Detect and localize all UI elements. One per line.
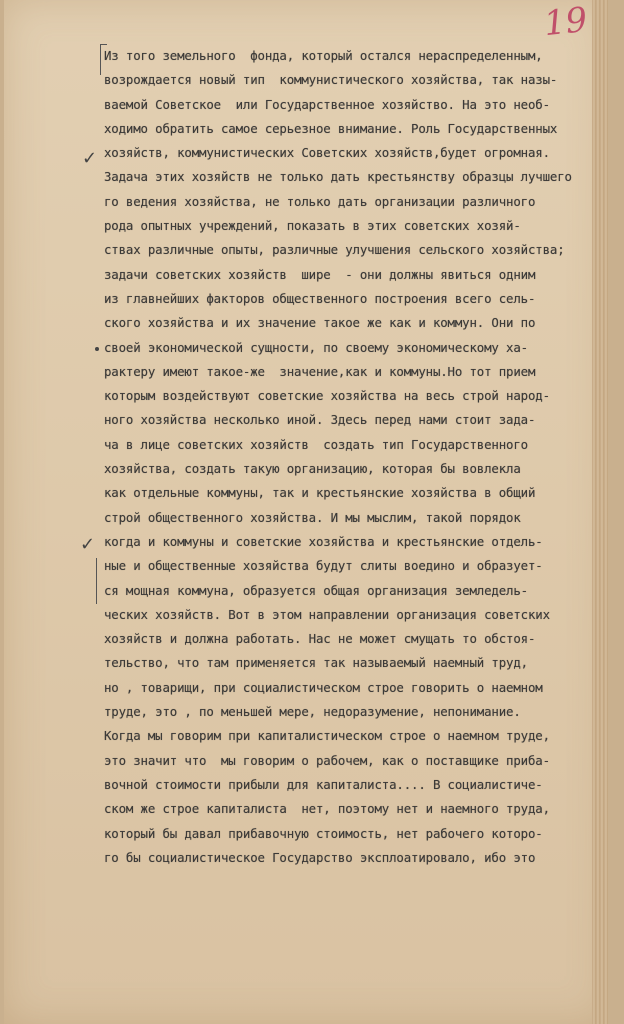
text-line: который бы давал прибавочную стоимость, нет рабочего которо- (104, 825, 543, 841)
text-line: своей экономической сущности, по своему экономическому ха- (104, 339, 528, 355)
text-line: го бы социалистическое Государство эксплоатировало, ибо это (104, 849, 536, 865)
text-line: ные и общественные хозяйства будут слиты воедино и образует- (104, 558, 543, 574)
text-line: ческих хозяйств. Вот в этом направлении организация советских (104, 606, 550, 622)
margin-check-mark-2: ✓ (80, 534, 96, 555)
text-line: хозяйства, создать такую организацию, которая бы вовлекла (104, 461, 521, 477)
text-line: рода опытных учреждений, показать в этих советских хозяй- (104, 218, 521, 234)
margin-check-mark-1: ✓ (82, 148, 98, 169)
text-line: ствах различные опыты, различные улучшения сельского хозяйства; (104, 242, 565, 258)
text-line: но , товарищи, при социалистическом строе говорить о наемном (104, 679, 543, 695)
text-line: вочной стоимости прибыли для капиталиста.... В социалистиче- (104, 776, 543, 792)
margin-vertical-line (96, 558, 97, 604)
text-line: труде, это , по меньшей мере, недоразумение, непонимание. (104, 704, 521, 720)
text-line: ного хозяйства несколько иной. Здесь перед нами стоит зада- (104, 412, 536, 428)
page-edge-strip (592, 0, 608, 1024)
text-line: го ведения хозяйства, не только дать организации различного (104, 193, 536, 209)
text-line: хозяйств, коммунистических Советских хозяйств,будет огромная. (104, 145, 550, 161)
text-line: рактеру имеют такое-же значение,как и коммуны.Но тот прием (104, 363, 536, 379)
typed-text-body (104, 44, 590, 870)
text-line: тельство, что там применяется так называемый наемный труд, (104, 655, 528, 671)
text-line: как отдельные коммуны, так и крестьянские хозяйства в общий (104, 485, 536, 501)
text-line: из главнейших факторов общественного построения всего сель- (104, 290, 536, 306)
text-line: ся мощная коммуна, образуется общая организация земледель- (104, 582, 528, 598)
text-line: Когда мы говорим при капиталистическом строе о наемном труде, (104, 728, 550, 744)
text-line: Из того земельного фонда, который остался нераспределенным, (104, 48, 543, 63)
text-line: это значит что мы говорим о рабочем, как о поставщике приба- (104, 752, 550, 768)
text-line: Задача этих хозяйств не только дать крестьянству образцы лучшего (104, 169, 572, 185)
text-line: задачи советских хозяйств шире - они должны явиться одним (104, 266, 536, 282)
text-line: строй общественного хозяйства. И мы мыслим, такой порядок (104, 509, 521, 525)
text-line: возрождается новый тип коммунистического хозяйства, так назы- (104, 72, 558, 88)
text-line: хозяйств и должна работать. Нас не может смущать то обстоя- (104, 631, 536, 647)
text-line: ча в лице советских хозяйств создать тип Государственного (104, 436, 528, 452)
text-line: ского хозяйства и их значение такое же как и коммун. Они по (104, 315, 536, 331)
text-line: когда и коммуны и советские хозяйства и крестьянские отдель- (104, 533, 543, 549)
folio-number: 19 (542, 0, 590, 45)
text-line: ваемой Советское или Государственное хозяйство. На это необ- (104, 96, 550, 112)
text-line: которым воздействуют советские хозяйства на весь строй народ- (104, 388, 550, 404)
text-line: ском же строе капиталиста нет, поэтому нет и наемного труда, (104, 801, 550, 817)
margin-dot-mark (95, 347, 99, 351)
text-line: ходимо обратить самое серьезное внимание. Роль Государственных (104, 120, 558, 136)
